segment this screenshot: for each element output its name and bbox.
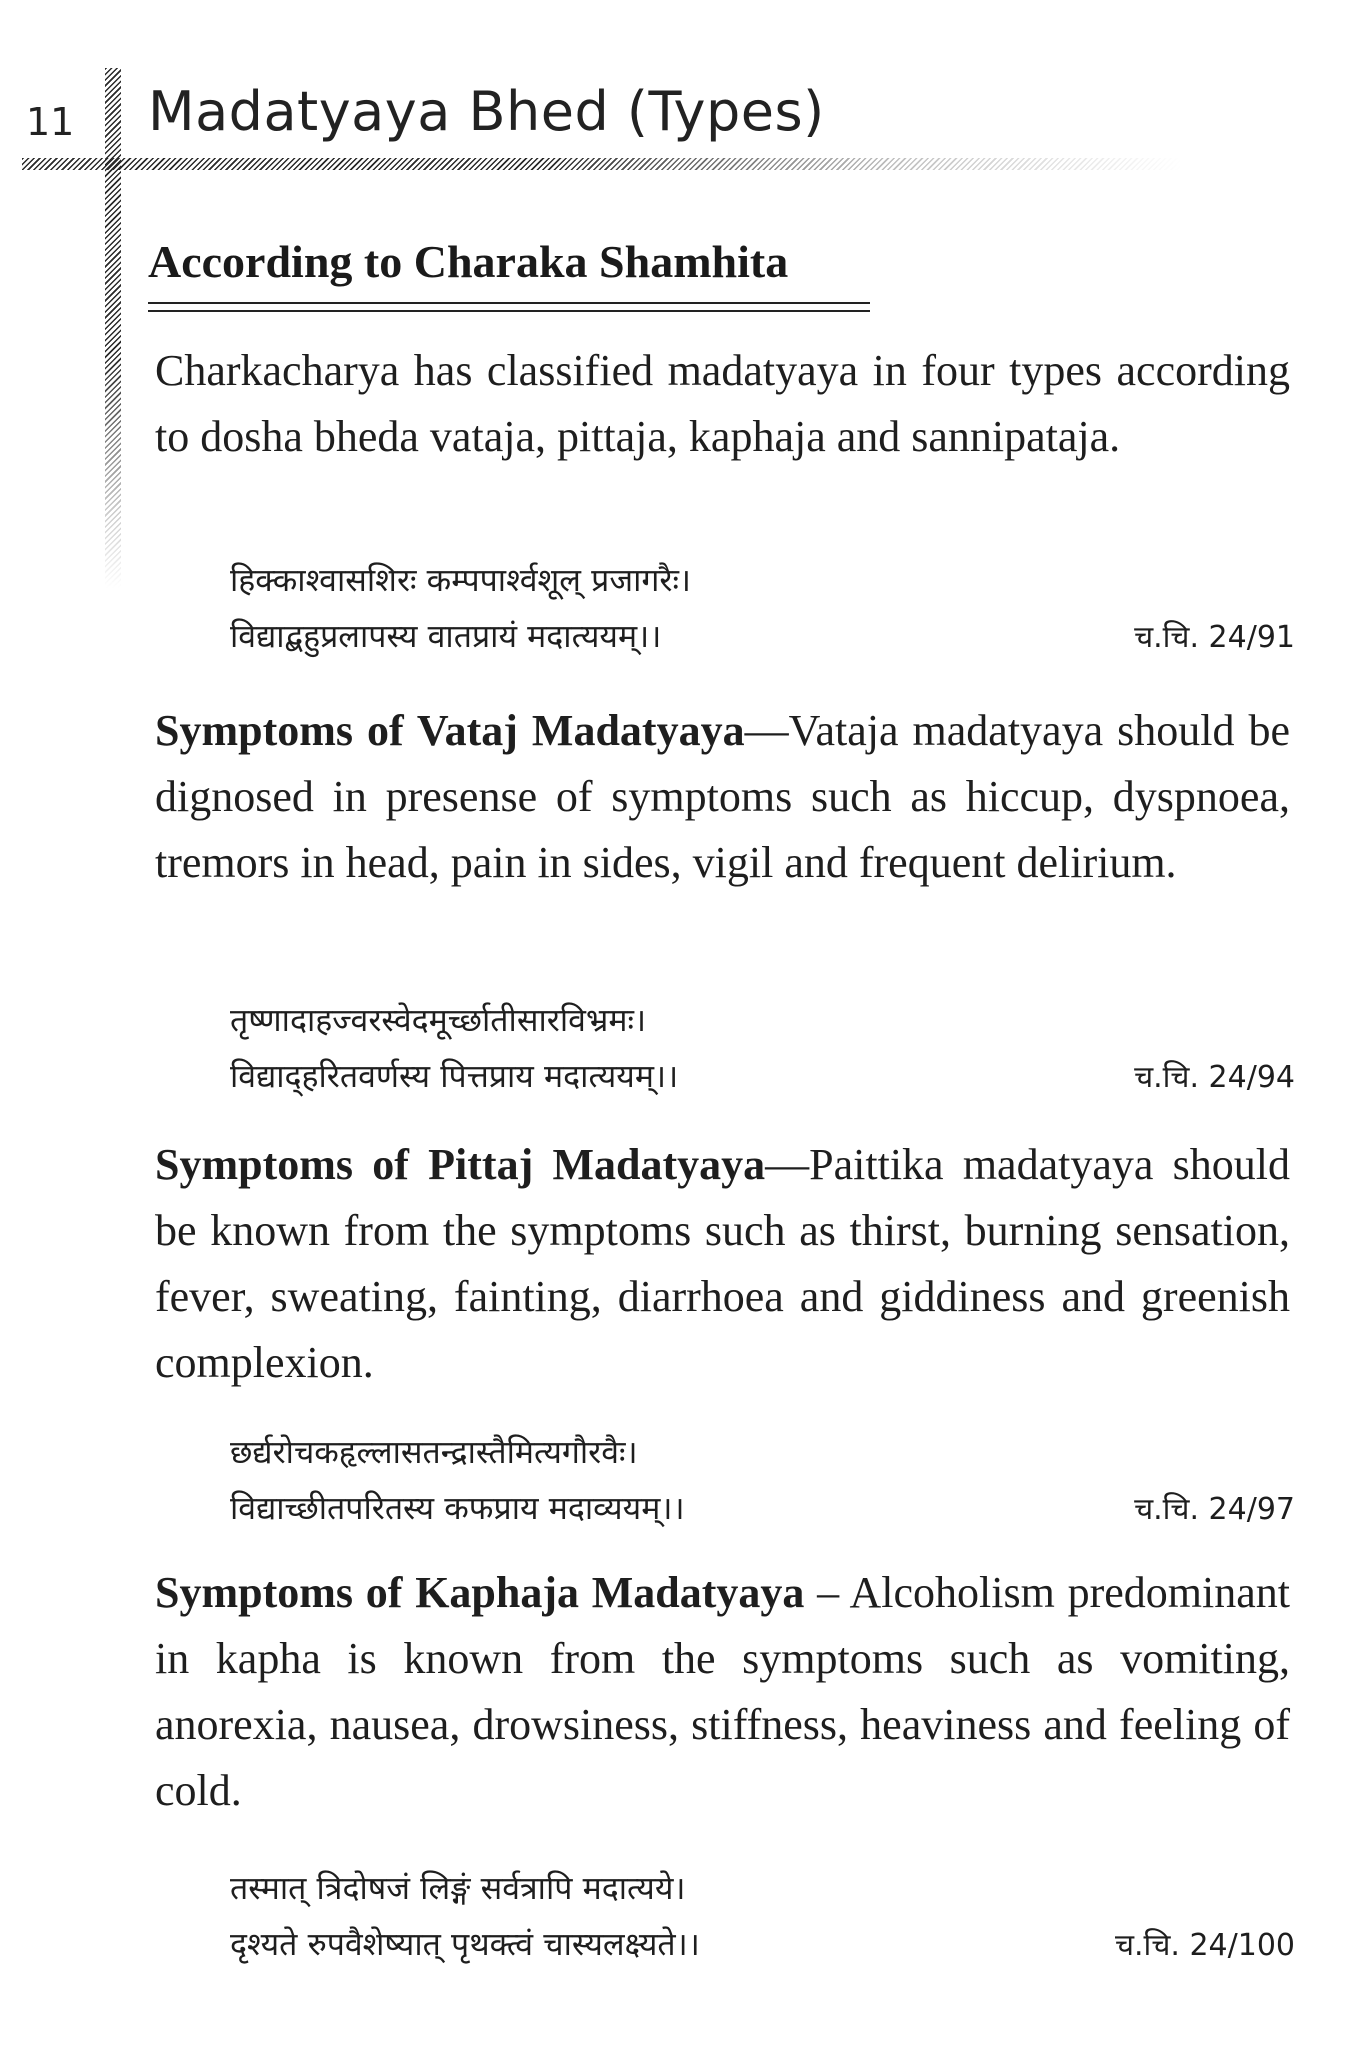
intro-paragraph: Charkacharya has classified madatyaya in four types according to dosha bheda vataja, pittaja, kaphaja and sannipataja. xyxy=(155,346,1290,461)
verse-text: विद्याच्छीतपरितस्य कफप्राय मदाव्ययम्।। xyxy=(230,1489,685,1527)
verse-text: दृश्यते रुपवैशेष्यात् पृथक्त्वं चास्यलक्ष्यते।। xyxy=(230,1925,700,1963)
verse-reference: च.चि. 24/94 xyxy=(1134,1060,1295,1095)
section-heading-double-underline xyxy=(148,302,870,312)
verse-reference: च.चि. 24/91 xyxy=(1134,620,1295,655)
separator: — xyxy=(744,706,789,755)
verse-text: तृष्णादाहज्वरस्वेदमूर्च्छातीसारविभ्रमः। xyxy=(230,1001,647,1039)
vataj-symptoms-text: Vataja madatyaya should be dignosed in presense of symptoms such as hiccup, dyspnoea, tremors in head, pain in sides, vigil and frequent delirium. xyxy=(155,706,1290,887)
decorative-vertical-hatch xyxy=(105,68,121,588)
verse-line xyxy=(230,992,1295,1048)
verse-text: विद्याद्बहुप्रलापस्य वातप्रायं मदात्ययम्।। xyxy=(230,617,662,655)
pittaj-symptoms-text: Paittika madatyaya should be known from the symptoms such as thirst, burning sensation, fever, sweating, fainting, diarrhoea and giddiness and greenish complexion. xyxy=(155,1140,1291,1387)
separator: — xyxy=(765,1140,810,1189)
pittaj-symptoms-paragraph xyxy=(155,1132,1290,1396)
kaphaja-symptoms-text: Alcoholism predominant in kapha is known from the symptoms such as vomiting, anorexia, nausea, drowsiness, stiffness, heaviness and feeling of cold. xyxy=(155,1568,1290,1815)
verse-line xyxy=(230,1860,1295,1916)
verse-line xyxy=(230,1480,1295,1538)
verse-text: तस्मात् त्रिदोषजं लिङ्गं सर्वत्रापि मदात्यये। xyxy=(230,1869,686,1907)
separator: – xyxy=(804,1568,850,1617)
decorative-horizontal-hatch xyxy=(22,158,1182,170)
chapter-number: 11 xyxy=(26,100,75,144)
chapter-title: Madatyaya Bhed (Types) xyxy=(148,80,825,143)
verse-line xyxy=(230,552,1295,608)
vataj-symptoms-paragraph xyxy=(155,698,1290,896)
verse-line xyxy=(230,1916,1295,1974)
verse-text: छर्द्यरोचकहृल्लासतन्द्रास्तैमित्यगौरवैः। xyxy=(230,1433,638,1471)
verse-text: विद्याद्हरितवर्णस्य पित्तप्राय मदात्ययम्।। xyxy=(230,1057,679,1095)
vataj-symptoms-heading: Symptoms of Vataj Madatyaya xyxy=(155,706,745,755)
verse-line xyxy=(230,1424,1295,1480)
verse-line xyxy=(230,608,1295,666)
verse-reference: च.चि. 24/97 xyxy=(1134,1492,1295,1527)
verse-text: हिक्काश्वासशिरः कम्पपार्श्वशूल् प्रजागरैः। xyxy=(230,561,692,599)
sanskrit-verse-4 xyxy=(230,1860,1295,1974)
kaphaja-symptoms-paragraph xyxy=(155,1560,1290,1824)
verse-reference: च.चि. 24/100 xyxy=(1114,1928,1295,1963)
sanskrit-verse-3 xyxy=(230,1424,1295,1538)
pittaj-symptoms-heading: Symptoms of Pittaj Madatyaya xyxy=(155,1140,766,1189)
sanskrit-verse-1 xyxy=(230,552,1295,666)
kaphaja-symptoms-heading: Symptoms of Kaphaja Madatyaya xyxy=(155,1568,805,1617)
verse-line xyxy=(230,1048,1295,1106)
sanskrit-verse-2 xyxy=(230,992,1295,1106)
section-heading: According to Charaka Shamhita xyxy=(148,236,789,287)
